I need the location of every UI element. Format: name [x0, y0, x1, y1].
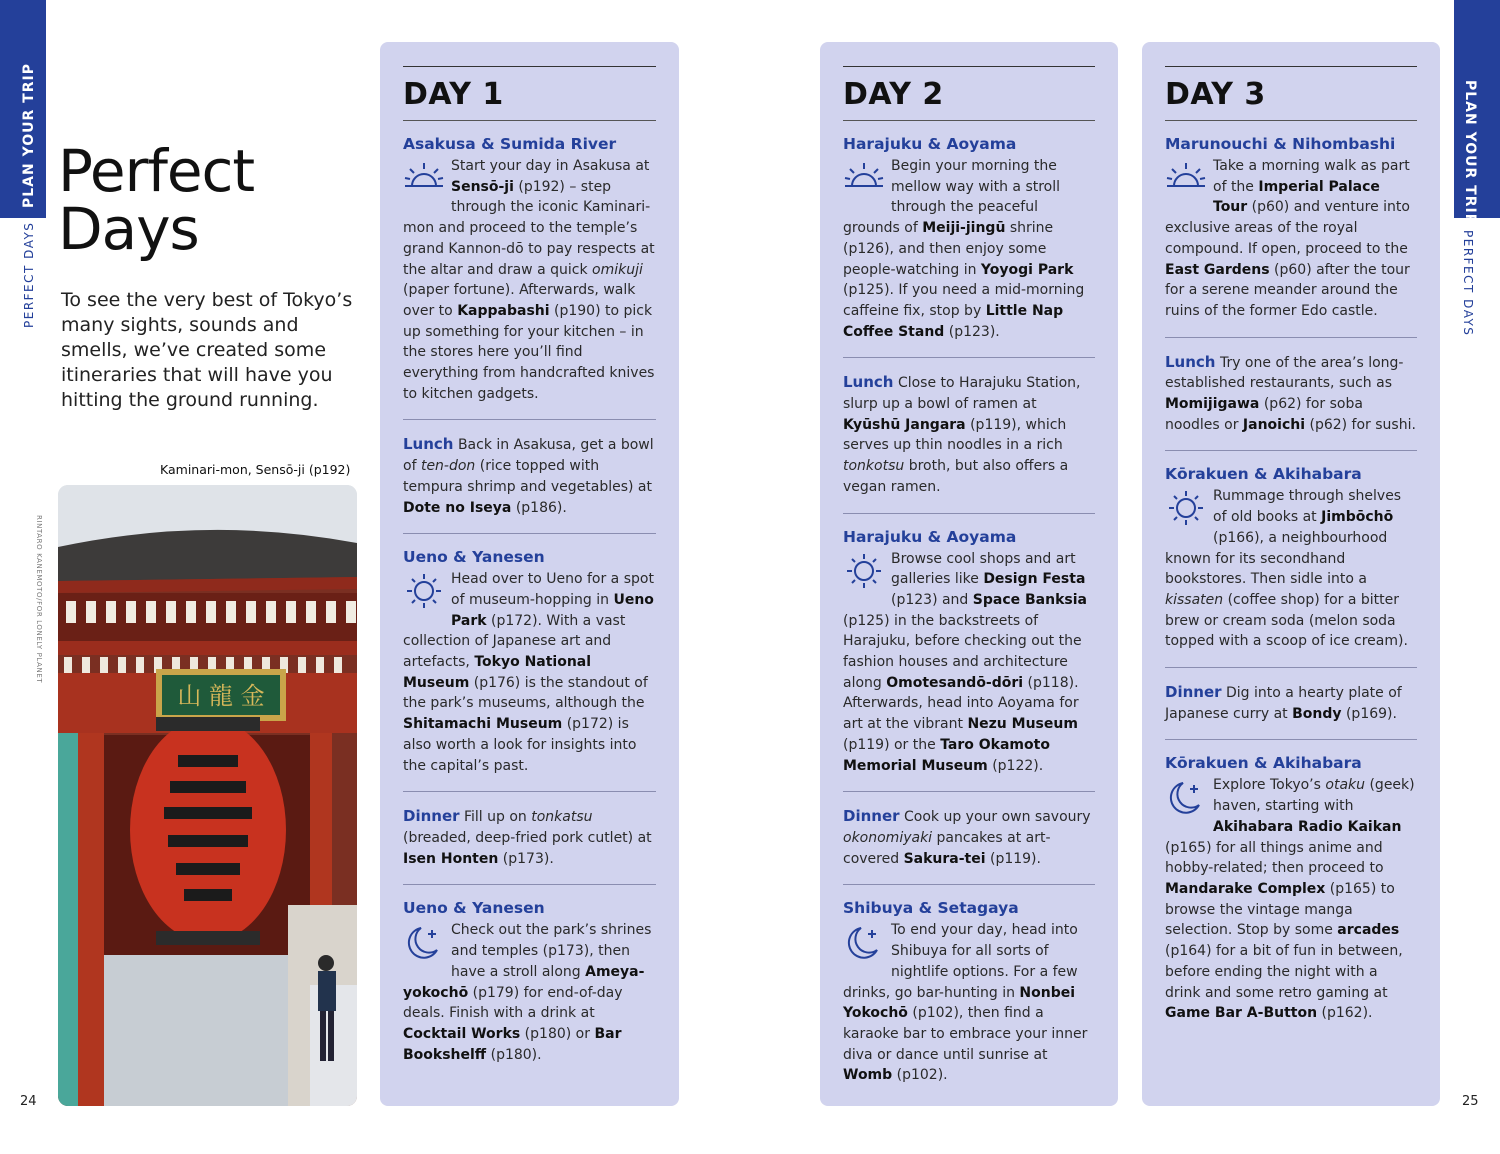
kaminari-mon-illustration [58, 485, 357, 1106]
meal-description [1165, 682, 1417, 724]
area-heading: Ueno & Yanesen [403, 548, 545, 567]
day-column-3 [1142, 42, 1440, 1106]
area-description [1165, 486, 1417, 652]
area-heading: Ueno & Yanesen [403, 899, 545, 918]
day-title: DAY 3 [1165, 66, 1417, 121]
area-description-text: Start your day in Asakusa at Sensō-ji (p192) – step through the iconic Kaminari-mon and proceed to the temple’s grand Kannon-dō to pay respects at the altar and draw a quick omikuji (paper fortune). Afterwards, walk over to Kappabashi (p190) to pick up something for your kitchen – in the stores here you’ll find everything from handcrafted knives to kitchen gadgets. [403, 158, 655, 402]
itinerary-area-block [843, 514, 1095, 793]
sunrise-icon [843, 158, 885, 198]
area-heading: Harajuku & Aoyama [843, 135, 1017, 153]
meal-description [403, 806, 656, 869]
area-description-text: Rummage through shelves of old books at Jimbōchō (p166), a neighbourhood known for its secondhand bookstores. Then sidle into a kissaten (coffee shop) for a bitter brew or cream soda (melon soda topped with a scoop of ice cream). [1165, 488, 1408, 650]
tab-title-right: PLAN YOUR TRIP [1462, 80, 1478, 225]
kaminari-mon-photo [58, 485, 357, 1106]
meal-description-text: Back in Asakusa, get a bowl of ten-don (rice topped with tempura shrimp and vegetables) at Dote no Iseya (p186). [403, 437, 654, 516]
area-description [843, 549, 1095, 777]
area-description-text: Begin your morning the mellow way with a stroll through the peaceful grounds of Meiji-jingū shrine (p126), and then enjoy some people-watching in Yoyogi Park (p125). If you need a mid-morning caffeine fix, stop by Little Nap Coffee Stand (p123). [843, 158, 1085, 340]
meal-block [843, 792, 1095, 885]
meal-block [403, 792, 656, 885]
meal-description [843, 372, 1095, 497]
area-description [403, 569, 656, 776]
itinerary-area-block [1165, 740, 1417, 1038]
meal-description-text: Fill up on tonkatsu (breaded, deep-fried pork cutlet) at Isen Honten (p173). [403, 809, 652, 867]
area-heading: Shibuya & Setagaya [843, 899, 1019, 918]
meal-label: Dinner [403, 807, 460, 826]
meal-description-text: Try one of the area’s long-established restaurants, such as Momijigawa (p62) for soba noodles or Janoichi (p62) for sushi. [1165, 354, 1416, 433]
itinerary-area-block [1165, 121, 1417, 338]
meal-block [843, 358, 1095, 513]
moon-icon [843, 922, 885, 962]
page-title-line1: Perfect [58, 137, 255, 205]
area-description [843, 920, 1095, 1086]
itinerary-area-block [403, 885, 656, 1080]
sun-icon [1165, 488, 1207, 528]
meal-label: Dinner [1165, 683, 1222, 702]
section-label-left: PERFECT DAYS [22, 221, 36, 328]
area-description-text: Browse cool shops and art galleries like Design Festa (p123) and Space Banksia (p125) in the backstreets of Harajuku, before checking out the fashion houses and architecture along Omotesandō-dōri (p118). Afterwards, head into Aoyama for art at the vibrant Nezu Museum (p119) or the Taro Okamoto Memorial Museum (p122). [843, 550, 1087, 774]
itinerary-area-block [403, 534, 656, 792]
meal-label: Dinner [843, 807, 900, 826]
area-description [403, 156, 656, 404]
moon-icon [403, 922, 445, 962]
tab-title-left: PLAN YOUR TRIP [21, 63, 37, 208]
area-description-text: Explore Tokyo’s otaku (geek) haven, starting with Akihabara Radio Kaikan (p165) for all things anime and hobby-related; then proceed to Mandarake Complex (p165) to browse the vintage manga selection. Stop by some arcades (p164) for a bit of fun in between, before ending the night with a drink and some retro gaming at Game Bar A-Button (p162). [1165, 777, 1415, 1022]
meal-label: Lunch [1165, 352, 1216, 371]
itinerary-area-block [1165, 451, 1417, 668]
day-title: DAY 1 [403, 66, 656, 121]
area-description-text: To end your day, head into Shibuya for all sorts of nightlife options. For a few drinks, go bar-hunting in Nonbei Yokochō (p102), then find a karaoke bar to embrace your inner diva or dance until sunrise at Womb (p102). [843, 922, 1088, 1084]
page-title [58, 137, 255, 263]
area-description [1165, 775, 1417, 1023]
sunrise-icon [1165, 158, 1207, 198]
area-description [403, 920, 656, 1065]
meal-block [1165, 338, 1417, 452]
section-label-right: PERFECT DAYS [1461, 230, 1475, 337]
meal-label: Lunch [403, 435, 454, 454]
meal-description-text: Close to Harajuku Station, slurp up a bowl of ramen at Kyūshū Jangara (p119), which serves up thin noodles in a rich tonkotsu broth, but also offers a vegan ramen. [843, 375, 1081, 495]
moon-icon [1165, 777, 1207, 817]
area-heading: Kōrakuen & Akihabara [1165, 754, 1362, 773]
itinerary-area-block [403, 121, 656, 420]
meal-description [1165, 352, 1417, 436]
area-description [843, 156, 1095, 342]
sun-icon [403, 571, 445, 611]
meal-description [843, 806, 1095, 869]
area-description [1165, 156, 1417, 322]
day-title: DAY 2 [843, 66, 1095, 121]
day-column-1 [380, 42, 679, 1106]
page-title-line2: Days [58, 195, 199, 263]
area-heading: Asakusa & Sumida River [403, 135, 617, 153]
page-number-right: 25 [1462, 1094, 1479, 1109]
day-column-2 [820, 42, 1118, 1106]
intro-text: To see the very best of Tokyo’s many sights, sounds and smells, we’ve created some itineraries that will have you hitting the ground running. [61, 289, 353, 411]
area-description-text: Check out the park’s shrines and temples (p173), then have a stroll along Ameya-yokochō (p179) for end-of-day deals. Finish with a drink at Cocktail Works (p180) or Bar Bookshelff (p180). [403, 922, 652, 1063]
photo-credit: RINTARO KANEMOTO/FOR LONELY PLANET [35, 515, 43, 684]
meal-block [1165, 668, 1417, 740]
sunrise-icon [403, 158, 445, 198]
meal-description-text: Cook up your own savoury okonomiyaki pancakes at art-covered Sakura-tei (p119). [843, 809, 1091, 867]
photo-caption: Kaminari-mon, Sensō-ji (p192) [160, 462, 351, 477]
area-heading: Harajuku & Aoyama [843, 527, 1017, 546]
meal-description-text: Dig into a hearty plate of Japanese curry at Bondy (p169). [1165, 685, 1402, 722]
area-description-text: Head over to Ueno for a spot of museum-hopping in Ueno Park (p172). With a vast collection of Japanese art and artefacts, Tokyo National Museum (p176) is the standout of the park’s museums, although the Shitamachi Museum (p172) is also worth a look for insights into the capital’s past. [403, 571, 654, 774]
sun-icon [843, 551, 885, 591]
meal-block [403, 420, 656, 534]
gate-plaque-text: 山 龍 金 [177, 682, 265, 710]
area-description-text: Take a morning walk as part of the Imperial Palace Tour (p60) and venture into exclusive areas of the royal compound. If open, proceed to the East Gardens (p60) after the tour for a serene meander around the ruins of the former Edo castle. [1165, 158, 1410, 319]
area-heading: Kōrakuen & Akihabara [1165, 465, 1362, 484]
page-number-left: 24 [20, 1094, 37, 1109]
meal-label: Lunch [843, 373, 894, 392]
area-heading: Marunouchi & Nihombashi [1165, 135, 1396, 153]
itinerary-area-block [843, 885, 1095, 1101]
itinerary-area-block [843, 121, 1095, 358]
meal-description [403, 434, 656, 518]
